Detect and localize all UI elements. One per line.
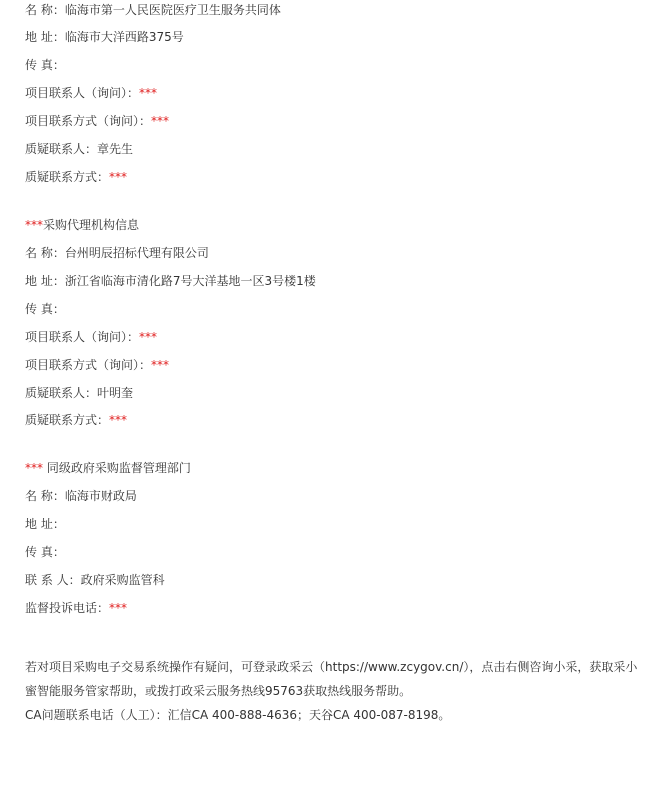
purchaser-fax-label: 传 真： [25, 58, 65, 72]
supervisor-fax-row [25, 542, 65, 562]
purchaser-contact-phone-label: 项目联系方式（询问）： [25, 114, 152, 128]
help-note-paragraph-ca: CA问题联系电话（人工）：汇信CA 400-888-4636；天谷CA 400-087-8198。 [25, 708, 451, 722]
supervisor-name-row [25, 486, 137, 506]
purchaser-query-contact: 章先生 [97, 142, 134, 156]
agency-address-row [25, 271, 316, 291]
purchaser-query-phone-row [25, 167, 127, 187]
purchaser-query-contact-label: 质疑联系人： [25, 142, 98, 156]
purchaser-contact: *** [139, 86, 158, 100]
purchaser-contact-phone: *** [151, 114, 170, 128]
supervisor-phone-label: 监督投诉电话： [25, 601, 110, 615]
agency-contact-row [25, 327, 157, 347]
supervisor-fax-label: 传 真： [25, 545, 65, 559]
agency-query-phone-label: 质疑联系方式： [25, 413, 110, 427]
agency-contact-label: 项目联系人（询问）： [25, 330, 140, 344]
purchaser-contact-row [25, 83, 157, 103]
supervisor-heading-prefix: *** [25, 461, 43, 475]
purchaser-address-row [25, 27, 184, 47]
agency-heading [25, 215, 139, 235]
agency-query-phone-row [25, 410, 127, 430]
agency-name: 台州明辰招标代理有限公司 [64, 246, 209, 260]
purchaser-contact-phone-row [25, 111, 169, 131]
agency-heading-text: 采购代理机构信息 [43, 218, 140, 232]
supervisor-phone: *** [109, 601, 128, 615]
agency-name-label: 名 称： [25, 246, 65, 260]
supervisor-address-label: 地 址： [25, 517, 65, 531]
agency-fax-row [25, 299, 65, 319]
supervisor-phone-row [25, 598, 127, 618]
agency-address-label: 地 址： [25, 274, 65, 288]
supervisor-contact-row [25, 570, 165, 590]
help-note-paragraph-zcy: 若对项目采购电子交易系统操作有疑问，可登录政采云（https://www.zcygov.cn/），点击右侧咨询小采，获取采小蜜智能服务管家帮助，或拨打政采云服务热线95763获取热线服务帮助。 [25, 660, 638, 698]
purchaser-fax-row [25, 55, 65, 75]
purchaser-query-phone-label: 质疑联系方式： [25, 170, 110, 184]
agency-query-contact-row [25, 383, 133, 403]
purchaser-address: 临海市大洋西路375号 [64, 30, 184, 44]
purchaser-name-row [25, 0, 281, 20]
agency-fax-label: 传 真： [25, 302, 65, 316]
purchaser-query-phone: *** [109, 170, 128, 184]
purchaser-name-label: 名 称： [25, 3, 65, 17]
agency-name-row [25, 243, 209, 263]
purchaser-contact-label: 项目联系人（询问）： [25, 86, 140, 100]
agency-contact-phone-label: 项目联系方式（询问）： [25, 358, 152, 372]
supervisor-heading [25, 458, 191, 478]
agency-contact-phone: *** [151, 358, 170, 372]
agency-contact: *** [139, 330, 158, 344]
purchaser-query-contact-row [25, 139, 133, 159]
agency-heading-prefix: *** [25, 218, 43, 232]
agency-query-phone: *** [109, 413, 128, 427]
purchaser-name: 临海市第一人民医院医疗卫生服务共同体 [64, 3, 281, 17]
supervisor-name-label: 名 称： [25, 489, 65, 503]
purchaser-address-label: 地 址： [25, 30, 65, 44]
supervisor-address-row [25, 514, 65, 534]
help-note [25, 655, 640, 727]
agency-query-contact: 叶明奎 [97, 386, 134, 400]
agency-contact-phone-row [25, 355, 169, 375]
supervisor-heading-text: 同级政府采购监督管理部门 [43, 461, 191, 475]
supervisor-contact: 政府采购监管科 [80, 573, 165, 587]
supervisor-contact-label: 联 系 人： [25, 573, 81, 587]
agency-query-contact-label: 质疑联系人： [25, 386, 98, 400]
supervisor-name: 临海市财政局 [64, 489, 137, 503]
agency-address: 浙江省临海市清化路7号大洋基地一区3号楼1楼 [64, 274, 316, 288]
